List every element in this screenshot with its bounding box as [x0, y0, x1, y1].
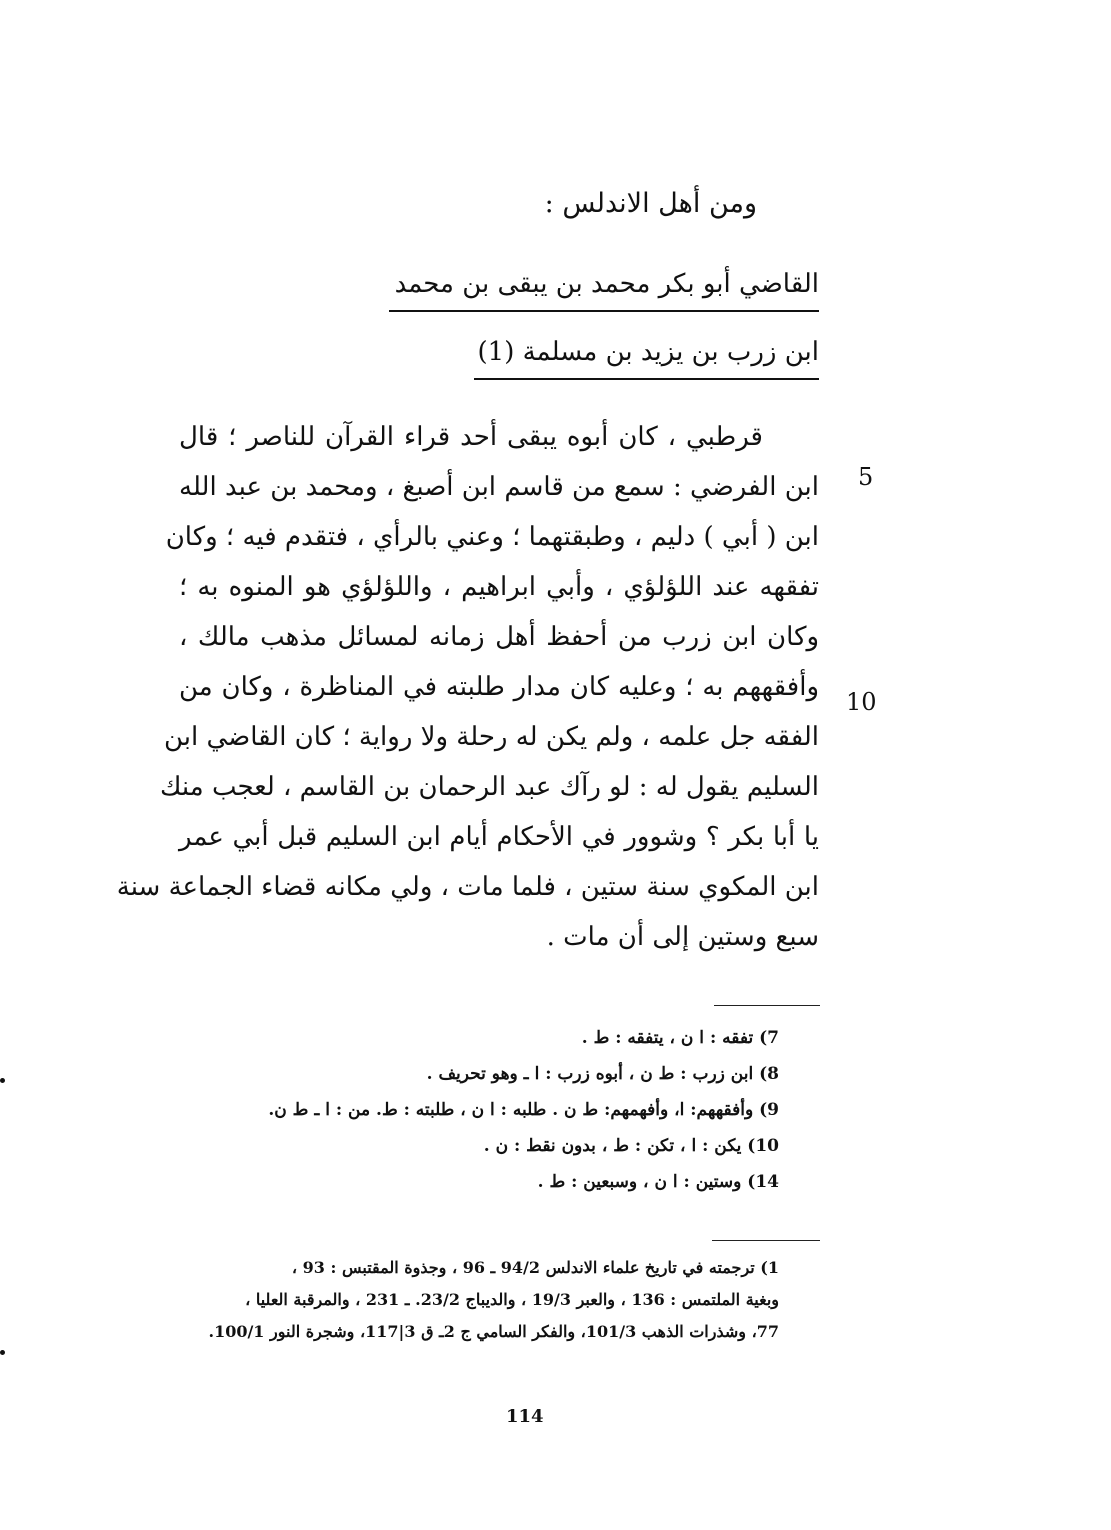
body-line: ابن ( أبي ) دليم ، وطبقتهما ؛ وعني بالرأي ، فتقدم فيه ؛ وكان — [165, 522, 819, 552]
variant-note: 10) يكن : ا ، تكن : ط ، بدون نقط : ن . — [483, 1136, 779, 1156]
body-text — [116, 412, 819, 962]
line-number-5: 5 — [858, 463, 874, 491]
title-line-1: القاضي أبو بكر محمد بن يبقى بن محمد — [389, 266, 819, 312]
section-heading: ومن أهل الاندلس : — [544, 188, 757, 219]
footnote — [159, 1252, 779, 1348]
variant-note: 8) ابن زرب : ط ن ، أبوه زرب : ا ـ وهو تحريف . — [426, 1064, 779, 1084]
variant-note: 7) تفقه : ا ن ، يتفقه : ط . — [581, 1028, 779, 1048]
title-line-2: ابن زرب بن يزيد بن مسلمة (1) — [474, 334, 819, 380]
body-line: وكان ابن زرب من أحفظ أهل زمانه لمسائل مذهب مالك ، — [179, 622, 819, 652]
body-line: قرطبي ، كان أبوه يبقى أحد قراء القرآن للناصر ؛ قال — [179, 422, 763, 452]
biography-title — [389, 266, 819, 380]
page-number: 114 — [506, 1406, 544, 1427]
footnote-separator — [712, 1240, 820, 1241]
body-line: السليم يقول له : لو رآك عبد الرحمان بن القاسم ، لعجب منك — [160, 772, 819, 802]
body-line: سبع وستين إلى أن مات . — [546, 922, 819, 952]
body-line: ابن الفرضي : سمع من قاسم ابن أصبغ ، ومحمد بن عبد الله — [179, 472, 819, 502]
margin-mark — [0, 1078, 5, 1083]
variant-note: 9) وأفقههم: ا، وأفهمهم: ط ن . طلبه : ا ن ، طلبته : ط. من : ا ـ ط ن. — [268, 1100, 779, 1120]
variant-note: 14) وستين : ا ن ، وسبعين : ط . — [537, 1172, 779, 1192]
body-line: تفقهه عند اللؤلؤي ، وأبي ابراهيم ، واللؤلؤي هو المنوه به ؛ — [179, 572, 819, 602]
footnote-line: 1) ترجمته في تاريخ علماء الاندلس 94/2 ـ 96 ، وجذوة المقتبس : 93 ، — [291, 1258, 779, 1277]
body-line: يا أبا بكر ؟ وشوور في الأحكام أيام ابن السليم قبل أبي عمر — [179, 822, 819, 852]
footnote-line: وبغية الملتمس : 136 ، والعبر 19/3 ، والديباج 23/2. ـ 231 ، والمرقبة العليا ، — [245, 1290, 779, 1309]
body-line: الفقه جل علمه ، ولم يكن له رحلة ولا رواية ؛ كان القاضي ابن — [163, 722, 819, 752]
textual-variants — [139, 1020, 779, 1200]
margin-mark — [0, 1350, 5, 1355]
body-line: وأفقههم به ؛ وعليه كان مدار طلبته في المناظرة ، وكان من — [179, 672, 819, 702]
line-number-10: 10 — [846, 688, 877, 716]
body-line: ابن المكوي سنة ستين ، فلما مات ، ولي مكانه قضاء الجماعة سنة — [116, 872, 819, 902]
variants-separator — [714, 1005, 820, 1006]
footnote-line: 77، وشذرات الذهب 101/3، والفكر السامي ج 2ـ ق 3|117، وشجرة النور 100/1. — [208, 1322, 779, 1341]
